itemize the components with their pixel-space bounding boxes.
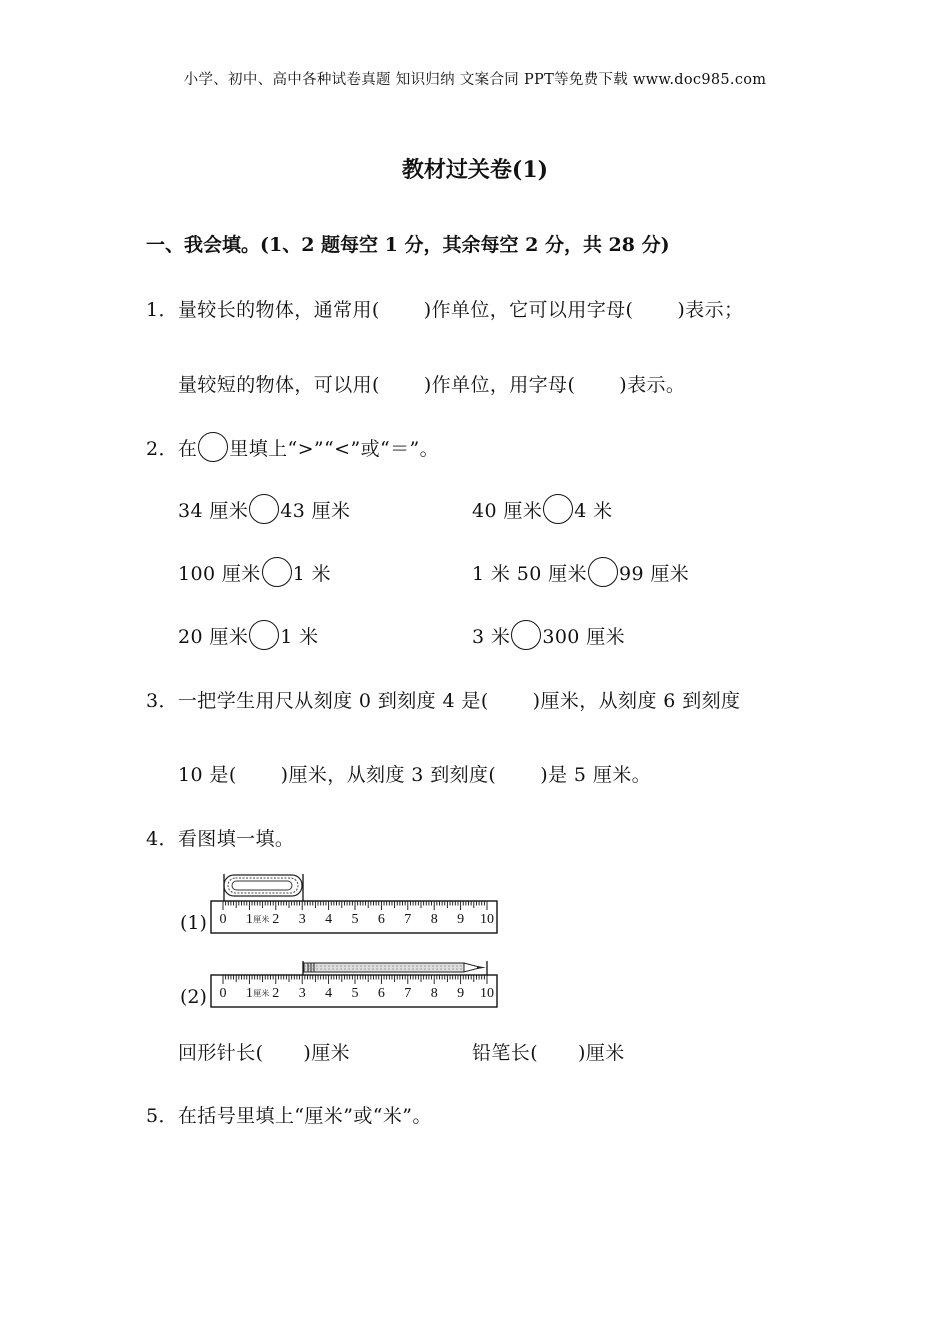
compare-item: 20 厘米 1 米 <box>178 620 319 650</box>
answer-line-pencil: 铅笔长( )厘米 <box>472 1042 625 1064</box>
compare-item: 34 厘米 43 厘米 <box>178 494 350 524</box>
ruler-number: 9 <box>457 912 465 927</box>
figure-2-label: (2) <box>180 986 207 1008</box>
ruler-number: 0 <box>219 986 227 1001</box>
question-4-prompt: 4．看图填一填。 <box>146 828 295 850</box>
ruler-unit-label: 厘米 <box>253 989 270 998</box>
compare-circle[interactable] <box>588 557 618 587</box>
ruler-unit-label: 厘米 <box>253 915 270 924</box>
question-number: 1． <box>146 299 178 321</box>
compare-item: 100 厘米 1 米 <box>178 557 331 587</box>
ruler-number: 5 <box>351 986 359 1001</box>
compare-circle[interactable] <box>511 620 541 650</box>
compare-circle[interactable] <box>249 620 279 650</box>
ruler-figures <box>205 868 505 1013</box>
page-title: 教材过关卷(1) <box>401 157 549 183</box>
question-number: 4． <box>146 828 178 850</box>
ruler-number: 9 <box>457 986 465 1001</box>
question-3-line-1: 3．一把学生用尺从刻度 0 到刻度 4 是( )厘米，从刻度 6 到刻度 <box>146 690 741 712</box>
ruler-number: 1 <box>245 912 253 927</box>
page-header: 小学、初中、高中各种试卷真题 知识归纳 文案合同 PPT等免费下载 www.doc985.com <box>183 72 767 88</box>
question-number: 3． <box>146 690 178 712</box>
ruler-number: 7 <box>404 912 412 927</box>
compare-circle[interactable] <box>249 494 279 524</box>
figure-1-label: (1) <box>180 912 207 934</box>
compare-circle[interactable] <box>543 494 573 524</box>
question-number: 2． <box>146 438 178 460</box>
circle-icon <box>198 432 228 462</box>
question-1-line-2: 量较短的物体，可以用( )作单位，用字母( )表示。 <box>178 374 686 396</box>
paper-clip-icon <box>224 874 303 901</box>
ruler-number: 5 <box>351 912 359 927</box>
ruler-number: 0 <box>219 912 227 927</box>
ruler-number: 7 <box>404 986 412 1001</box>
ruler-number: 3 <box>298 986 306 1001</box>
ruler-number: 2 <box>272 912 280 927</box>
ruler-number: 6 <box>377 912 385 927</box>
question-2-prompt: 2．在 里填上“>”“<”或“＝”。 <box>146 432 439 462</box>
ruler-number: 8 <box>430 912 438 927</box>
compare-circle[interactable] <box>262 557 292 587</box>
ruler-number: 4 <box>325 912 333 927</box>
question-3-line-2: 10 是( )厘米，从刻度 3 到刻度( )是 5 厘米。 <box>178 764 652 786</box>
ruler-number: 4 <box>325 986 333 1001</box>
ruler-number: 3 <box>298 912 306 927</box>
ruler-number: 2 <box>272 986 280 1001</box>
question-number: 5． <box>146 1105 178 1127</box>
compare-item: 40 厘米 4 米 <box>472 494 613 524</box>
answer-line-clip: 回形针长( )厘米 <box>178 1042 351 1064</box>
ruler-number: 6 <box>377 986 385 1001</box>
question-1-line-1: 1．量较长的物体，通常用( )作单位，它可以用字母( )表示； <box>146 299 744 321</box>
compare-item: 1 米 50 厘米 99 厘米 <box>472 557 689 587</box>
pencil-icon <box>303 961 487 976</box>
ruler-number: 8 <box>430 986 438 1001</box>
section-heading: 一、我会填。(1、2 题每空 1 分，其余每空 2 分，共 28 分) <box>146 234 670 256</box>
ruler-1 <box>211 901 497 933</box>
ruler-number: 1 <box>245 986 253 1001</box>
ruler-number: 10 <box>480 912 494 927</box>
ruler-number: 10 <box>480 986 494 1001</box>
question-5-prompt: 5．在括号里填上“厘米”或“米”。 <box>146 1105 432 1127</box>
ruler-2 <box>211 975 497 1007</box>
compare-item: 3 米 300 厘米 <box>472 620 625 650</box>
